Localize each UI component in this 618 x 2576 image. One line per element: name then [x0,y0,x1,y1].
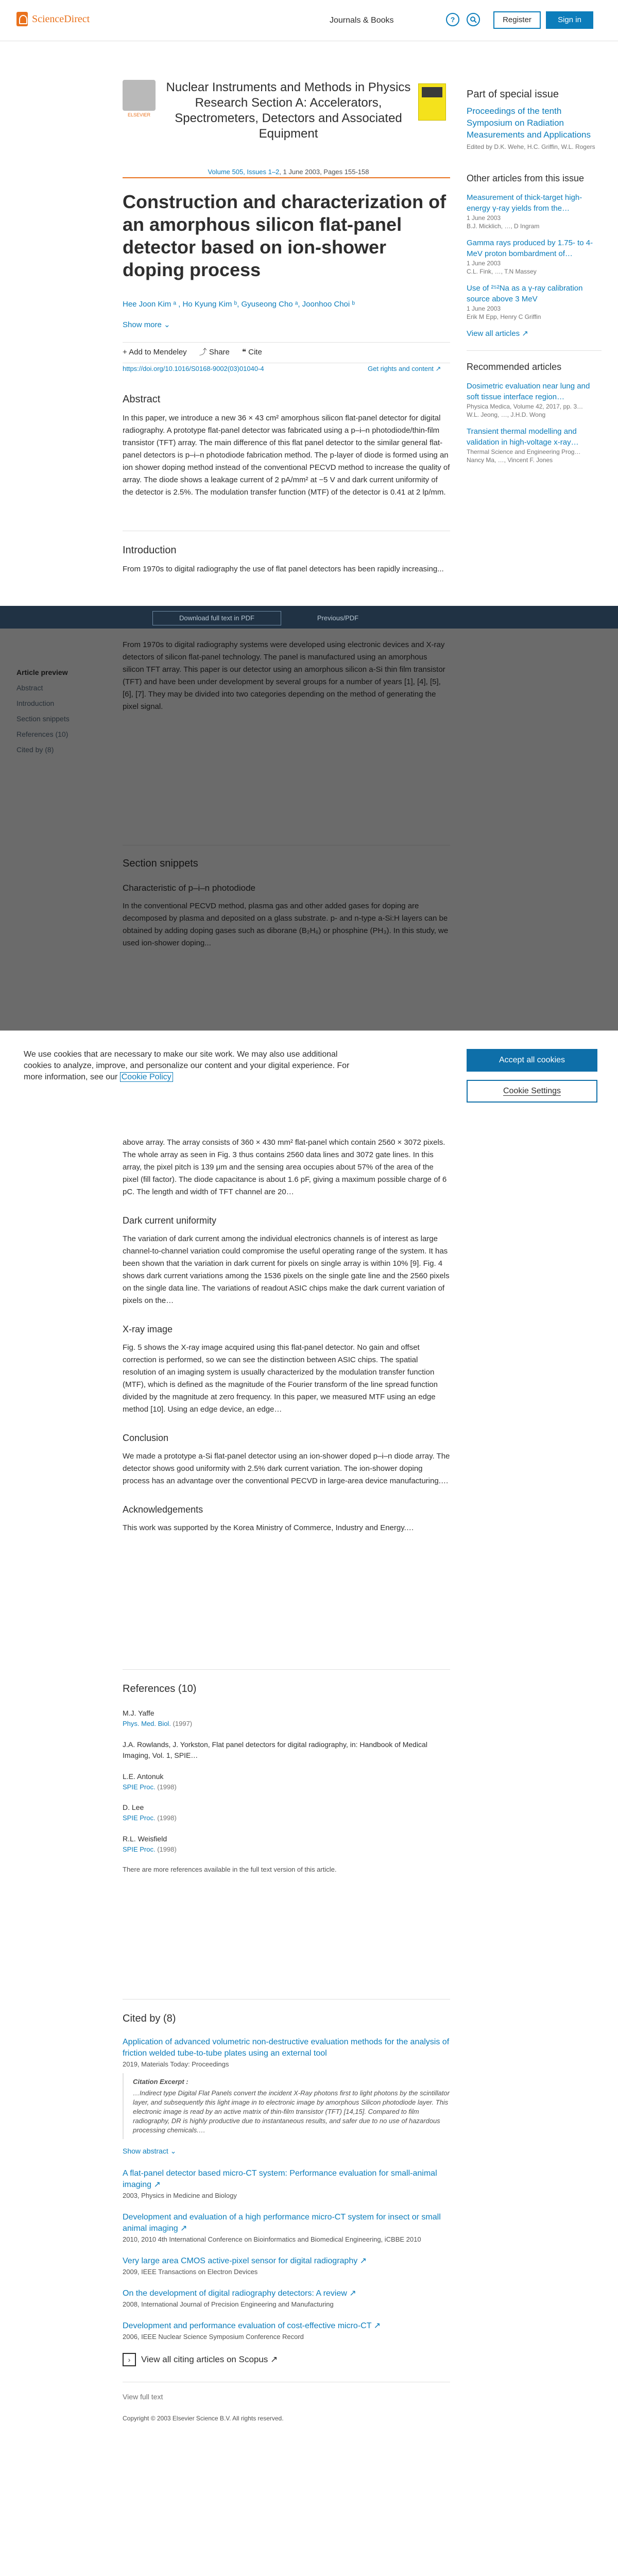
list-item [123,2212,450,2244]
article-link[interactable]: Measurement of thick-target high-energy γ-ray yields from the… [467,193,582,213]
references-section [123,1669,450,1875]
xray-image-text: Fig. 5 shows the X-ray image acquired using this flat-panel detector. No gain and offset correction is performed, so we can see the distinction between ASIC chips. The spatial resolution of an imaging system is usually characterized by the modulation transfer function (MTF), which is defined as the magnitude of the Fourier transform of the line spread function divided by the magnitude at zero frequency. In this paper, we measured MTF using an edge method [10]. Using an edge device, an edge… [123,1343,438,1414]
article-authors: B.J. Micklich, …, D Ingram [467,223,540,230]
special-issue-link[interactable]: Proceedings of the tenth Symposium on Radiation Measurements and Applications [467,106,591,140]
cookie-text [24,1049,353,1083]
list-item [123,1708,450,1729]
article-link[interactable]: Transient thermal modelling and validation in high-voltage x-ray… [467,427,579,447]
citing-article-meta: 2019, Materials Today: Proceedings [123,2060,229,2068]
recommended-section [467,350,602,464]
conclusion-heading: Conclusion [123,1433,169,1443]
reference-author: J.A. Rowlands, J. Yorkston, Flat panel detectors for digital radiography, in: Handbook of Medical Imaging, Vol. 1, SPIE… [123,1740,427,1759]
rights-link[interactable]: Get rights and content ↗ [368,365,441,372]
article-source: Thermal Science and Engineering Prog… [467,448,581,455]
article-title: Construction and characterization of an amorphous silicon flat-panel detector based on ion-shower doping process [123,191,447,280]
list-item [123,1771,450,1792]
modal-backdrop [0,629,618,1030]
dark-current-text: The variation of dark current among the individual electronics channels is of interest as large channel-to-channel variation could compromise the useful operating range of the system. It has been shown that the variation in dark current for pixels on single array is within 10% [9]. Fig. 4 shows dark current variations among the 1536 pixels on the single gate line and the 2560 pixels on the single data line. The variations of readout ASIC chips make the dark current variation of pixels on the… [123,1234,450,1305]
intro-section [123,531,450,575]
citing-article-link[interactable]: Development and evaluation of a high performance micro-CT system for insect or small animal imaging ↗ [123,2213,441,2233]
show-abstract-button[interactable]: Show abstract ⌄ [123,2147,177,2155]
list-item [467,283,602,321]
reference-source[interactable] [123,1813,450,1823]
share-label: Share [209,348,230,357]
reference-author: R.L. Weisfield [123,1834,167,1843]
sign-in-button[interactable]: Sign in [546,11,593,29]
intro-text: From 1970s to digital radiography the use of flat panel detectors has been rapidly increasing... [123,565,444,573]
excerpt-text: …Indirect type Digital Flat Panels convert the incident X-Ray photons first to light photons by the scintillator layer, and subsequently this light image in to electronic image by amorphous Silicon photodiode layer. This electronic image is read by an active matrix of thin-film transistor (TFT) [14,15]. Compared to film radiography, DR is highly productive due to instantaneous results, and safer due to no use of hazardous processing chemicals.… [133,2089,450,2134]
doi-link[interactable]: https://doi.org/10.1016/S0168-9002(03)01040-4 [123,365,264,372]
list-item [123,2288,450,2309]
citing-article-meta: 2006, IEEE Nuclear Science Symposium Conference Record [123,2333,304,2341]
article-authors: Erik M Epp, Henry C Griffin [467,313,541,320]
download-pdf-button[interactable]: Download full text in PDF [152,611,281,625]
share-button[interactable]: ⤴ Share [199,348,230,357]
mendeley-label: Add to Mendeley [129,348,187,357]
view-on-scopus-link[interactable] [123,2353,450,2366]
publisher-label: ELSEVIER [127,112,151,117]
journal-cover-image[interactable] [418,83,446,121]
elsevier-tree-icon [16,12,28,26]
view-all-articles-link[interactable]: View all articles ↗ [467,329,528,338]
register-button[interactable]: Register [493,11,541,29]
elsevier-publisher-logo[interactable] [123,80,156,121]
copyright-notice: Copyright © 2003 Elsevier Science B.V. All rights reserved. [123,2415,284,2422]
article-date: 1 June 2003 [467,214,501,222]
volume-link[interactable]: Volume 505, Issues 1–2 [208,168,280,176]
cite-button[interactable]: ❝ Cite [242,348,262,357]
search-icon[interactable] [467,13,480,26]
list-item [123,2037,450,2157]
cite-label: Cite [248,348,262,357]
author-list[interactable]: Hee Joon Kim ᵃ , Ho Kyung Kim ᵇ, Gyuseong Cho ᵃ, Joonhoo Choi ᵇ [123,300,355,309]
reference-journal[interactable]: SPIE Proc. [123,1814,156,1822]
reference-year: (1997) [170,1720,193,1727]
journal-title[interactable]: Nuclear Instruments and Methods in Physics Research Section A: Accelerators, Spectrometers, Detectors and Associated Equipment [166,80,411,141]
reference-year: (1998) [155,1845,177,1853]
article-authors: W.L. Jeong, …, J.H.D. Wong [467,411,546,418]
citing-article-link[interactable]: Application of advanced volumetric non-destructive evaluation methods for the analysis of friction welded tube-to-tube plates using an external tool [123,2038,450,2058]
article-toolbar [123,342,450,363]
list-item [467,381,602,419]
citing-article-link[interactable]: On the development of digital radiography detectors: A review ↗ [123,2289,356,2298]
citing-article-meta: 2008, International Journal of Precision Engineering and Manufacturing [123,2300,334,2308]
article-source: Physica Medica, Volume 42, 2017, pp. 3… [467,403,583,410]
brand-name: ScienceDirect [32,13,90,25]
article-body [123,1137,450,1534]
abstract-text: In this paper, we introduce a new 36 × 43 cm² amorphous silicon flat-panel detector for digital radiography. A prototype flat-panel detector was fabricated using a p–i–n photodiode/thin-film transistor (TFT) array. The main difference of this flat panel detector to the similar general flat-panel detectors is p–i–n photodiode fabrication method. The p-layer of diode is formed using an ion shower doping method instead of the conventional PECVD method to increase the quality of array. The diode shows a leakage current of 2 pA/mm² at −5 V and dark current uniformity of the detector is 2.5%. The modulation transfer function (MTF) of the detector is 0.41 at 2 lp/mm. [123,414,450,497]
list-item [123,1739,450,1761]
list-item [123,1834,450,1855]
cited-by-section [123,1999,450,2423]
other-articles-list [467,192,602,321]
article-date: 1 June 2003 [467,260,501,267]
reference-source[interactable] [123,1782,450,1792]
volume-pages: , 1 June 2003, Pages 155-158 [279,168,369,176]
intro-heading: Introduction [123,545,177,556]
journal-divider [123,177,450,178]
recommended-heading: Recommended articles [467,362,562,372]
list-item [123,2168,450,2200]
cited-by-heading: Cited by (8) [123,2013,176,2024]
citing-article-link[interactable]: A flat-panel detector based micro-CT system: Performance evaluation for small-animal imaging ↗ [123,2169,437,2189]
reference-year: (1998) [155,1814,177,1822]
previous-pdf-button[interactable]: Previous/PDF [317,614,359,622]
citing-article-link[interactable]: Very large area CMOS active-pixel sensor for digital radiography ↗ [123,2257,367,2265]
journal-volume-info [154,167,422,177]
references-heading: References (10) [123,1683,197,1694]
scopus-label: View all citing articles on Scopus ↗ [141,2354,278,2365]
right-sidebar [467,88,602,464]
article-link[interactable]: Dosimetric evaluation near lung and soft tissue interface region… [467,382,590,401]
reference-author: M.J. Yaffe [123,1709,154,1717]
citation-excerpt [123,2073,450,2139]
list-item [123,2256,450,2277]
reference-source[interactable] [123,1719,450,1729]
journals-books-link[interactable]: Journals & Books [330,16,394,25]
cookie-message: We use cookies that are necessary to make our site work. We may also use additional cookies to analyze, improve, and personalize our content and your digital experience. For more information, see our [24,1050,350,1081]
cookie-policy-link[interactable]: Cookie Policy [120,1072,173,1082]
view-full-text-link[interactable]: View full text [123,2382,450,2402]
acknowledgements-text: This work was supported by the Korea Ministry of Commerce, Industry and Energy.… [123,1523,414,1532]
acknowledgements-heading: Acknowledgements [123,1504,203,1515]
reference-journal[interactable]: Phys. Med. Biol. [123,1720,171,1727]
references-more-note: There are more references available in the full text version of this article. [123,1866,337,1873]
list-item [467,426,602,464]
list-item [467,238,602,276]
sciencedirect-logo[interactable] [16,11,90,27]
reference-author: D. Lee [123,1803,144,1811]
reference-author: L.E. Antonuk [123,1772,164,1781]
list-item [467,192,602,230]
citing-article-meta: 2003, Physics in Medicine and Biology [123,2192,237,2199]
site-header [0,0,618,41]
citing-article-meta: 2010, 2010 4th International Conference on Bioinformatics and Biomedical Engineering, iCBBE 2010 [123,2235,421,2243]
list-item [123,1802,450,1823]
elsevier-tree-icon [123,80,156,111]
article-link[interactable]: Use of ²⁵²Na as a γ-ray calibration source above 3 MeV [467,284,583,303]
article-link[interactable]: Gamma rays produced by 1.75- to 4-MeV proton bombardment of… [467,239,593,258]
cookie-settings-label: Cookie Settings [503,1087,561,1095]
article-authors: Nancy Ma, …, Vincent F. Jones [467,456,553,464]
excerpt-label: Citation Excerpt : [133,2078,188,2086]
article-authors: C.L. Fink, …, T.N Massey [467,268,537,275]
conclusion-text: We made a prototype a-Si flat-panel detector using an ion-shower doped p–i–n diode array. The detector shows good uniformity with 2.5% dark current variation. The ion-shower doping process has an advantage over the conventional PECVD in large-area device manufacturing.… [123,1452,450,1485]
article-date: 1 June 2003 [467,305,501,312]
dark-current-heading: Dark current uniformity [123,1215,217,1226]
abstract-heading: Abstract [123,394,161,405]
chevron-right-icon: › [123,2353,136,2366]
xray-image-heading: X-ray image [123,1324,173,1334]
help-icon[interactable]: ? [446,13,459,26]
fabrication-text: above array. The array consists of 360 × 430 mm² flat-panel which contain 2560 × 3072 pixels. The whole array as seen in Fig. 3 thus contains 2560 data lines and 3072 gate lines. In this array, the pixel pitch is 139 μm and the sensing area occupies about 57% of the area of the pixel (fill factor). The diode capacitance is about 1.6 pF, giving a maximum possible charge of 6 pC. The length and width of TFT channel are 20… [123,1138,447,1196]
other-articles-heading: Other articles from this issue [467,173,585,183]
abstract-section [123,392,450,499]
show-more-button[interactable]: Show more ⌄ [123,320,170,329]
list-item [123,2320,450,2342]
reference-journal[interactable]: SPIE Proc. [123,1845,156,1853]
add-to-mendeley-button[interactable]: + Add to Mendeley [123,348,187,357]
citing-article-meta: 2009, IEEE Transactions on Electron Devices [123,2268,258,2276]
special-issue-editors: Edited by D.K. Wehe, H.C. Griffin, W.L. Rogers [467,143,595,150]
reference-journal[interactable]: SPIE Proc. [123,1783,156,1791]
special-issue-heading: Part of special issue [467,89,559,100]
accept-all-cookies-button[interactable]: Accept all cookies [467,1049,597,1072]
reference-year: (1998) [155,1783,177,1791]
cookie-settings-button[interactable] [467,1080,597,1103]
reference-source[interactable] [123,1844,450,1855]
citing-article-link[interactable]: Development and performance evaluation of cost-effective micro-CT ↗ [123,2321,381,2330]
